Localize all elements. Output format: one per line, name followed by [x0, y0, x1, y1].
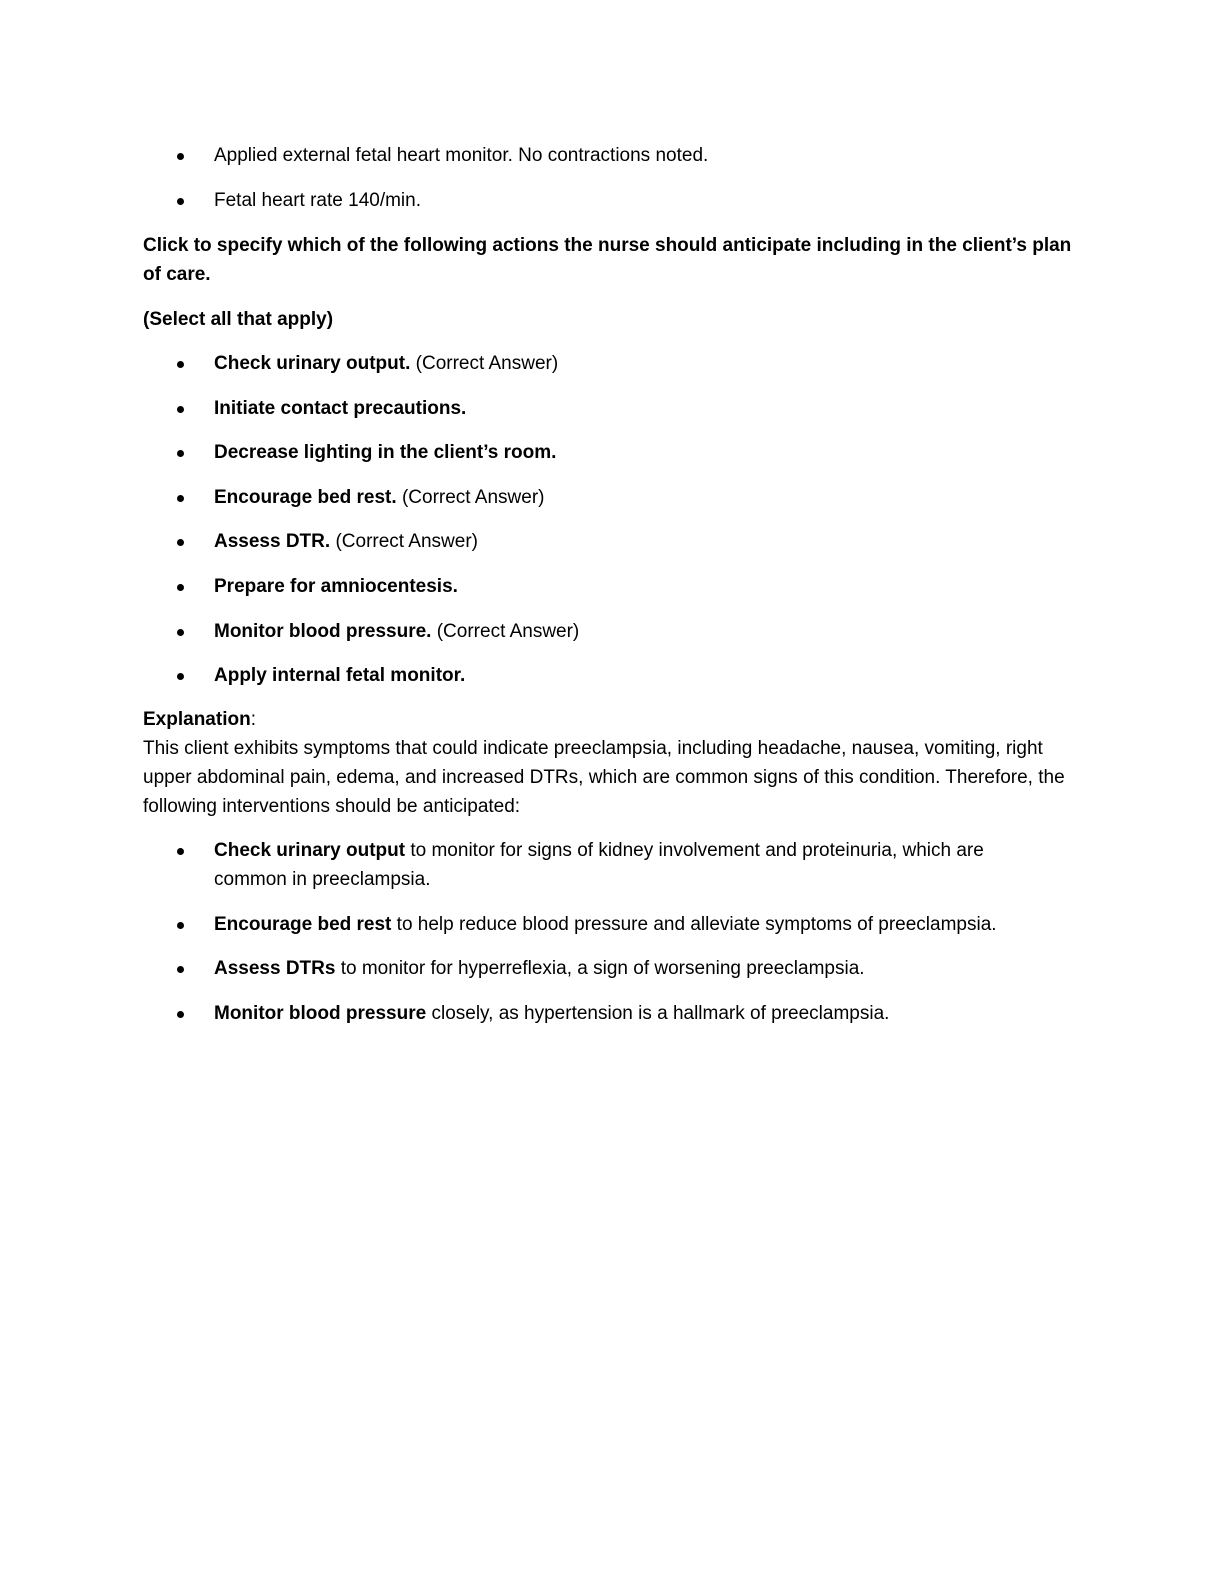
bullet-icon: [177, 450, 184, 457]
option-note: (Correct Answer): [436, 620, 580, 642]
explanation-heading-colon: :: [250, 709, 256, 730]
option-label: Initiate contact precautions.: [214, 397, 467, 419]
explanation-point: [0, 910, 1074, 939]
bullet-icon: [177, 848, 184, 855]
point-text: to monitor for hyperreflexia, a sign of worsening preeclampsia.: [335, 958, 865, 980]
bullet-icon: [177, 198, 184, 205]
question-instruction: (Select all that apply): [143, 309, 334, 330]
answer-option[interactable]: [0, 661, 1074, 690]
bullet-icon: [177, 495, 184, 502]
answer-option[interactable]: [0, 394, 1074, 423]
intro-bullet-item: [0, 141, 1074, 170]
option-label: Prepare for amniocentesis.: [214, 575, 458, 597]
intro-bullet-text: Fetal heart rate 140/min.: [214, 190, 421, 211]
point-text: closely, as hypertension is a hallmark of preeclampsia.: [426, 1002, 890, 1024]
bullet-icon: [177, 629, 184, 636]
point-bold: Assess DTRs: [214, 958, 336, 980]
point-bold: Encourage bed rest: [214, 913, 392, 935]
question-prompt: Click to specify which of the following actions the nurse should anticipate including in the client’s plan of care.: [143, 235, 1072, 285]
point-text: to help reduce blood pressure and alleviate symptoms of preeclampsia.: [391, 913, 997, 935]
bullet-icon: [177, 153, 184, 160]
explanation-point: [0, 836, 1044, 894]
option-label: Encourage bed rest.: [214, 486, 397, 508]
bullet-icon: [177, 406, 184, 413]
bullet-icon: [177, 584, 184, 591]
option-note: (Correct Answer): [401, 486, 545, 508]
answer-option[interactable]: [0, 483, 1074, 512]
answer-option[interactable]: [0, 349, 1074, 378]
answer-option[interactable]: [0, 438, 1074, 467]
bullet-icon: [177, 922, 184, 929]
bullet-icon: [177, 361, 184, 368]
bullet-icon: [177, 539, 184, 546]
bullet-icon: [177, 673, 184, 680]
answer-option[interactable]: [0, 617, 1074, 646]
point-text: to monitor for signs of kidney involvement and proteinuria, which are common in preeclampsia.: [214, 840, 984, 890]
explanation-body: This client exhibits symptoms that could indicate preeclampsia, including headache, nausea, vomiting, right upper abdominal pain, edema, and increased DTRs, which are common signs of this condition. Therefore, the following interventions should be anticipated:: [143, 738, 1065, 817]
option-label: Assess DTR.: [214, 531, 331, 553]
explanation-point: [0, 954, 1074, 983]
answer-option[interactable]: [0, 572, 1074, 601]
explanation-heading: [143, 705, 1083, 734]
point-bold: Monitor blood pressure: [214, 1002, 427, 1024]
option-label: Apply internal fetal monitor.: [214, 665, 466, 687]
point-bold: Check urinary output: [214, 840, 406, 861]
bullet-icon: [177, 966, 184, 973]
answer-option[interactable]: [0, 527, 1074, 556]
explanation-point: [0, 999, 1074, 1028]
explanation-heading-label: Explanation: [143, 709, 251, 730]
intro-bullet-item: [0, 186, 1074, 215]
answer-option-list: [0, 349, 1074, 690]
intro-bullet-text: Applied external fetal heart monitor. No contractions noted.: [214, 145, 709, 166]
option-label: Check urinary output.: [214, 353, 411, 374]
intro-bullet-list: [0, 141, 1074, 215]
option-note: (Correct Answer): [415, 353, 559, 374]
option-label: Monitor blood pressure.: [214, 620, 432, 642]
option-note: (Correct Answer): [335, 531, 478, 553]
explanation-point-list: [0, 836, 1074, 1028]
bullet-icon: [177, 1011, 184, 1018]
option-label: Decrease lighting in the client’s room.: [214, 442, 557, 464]
